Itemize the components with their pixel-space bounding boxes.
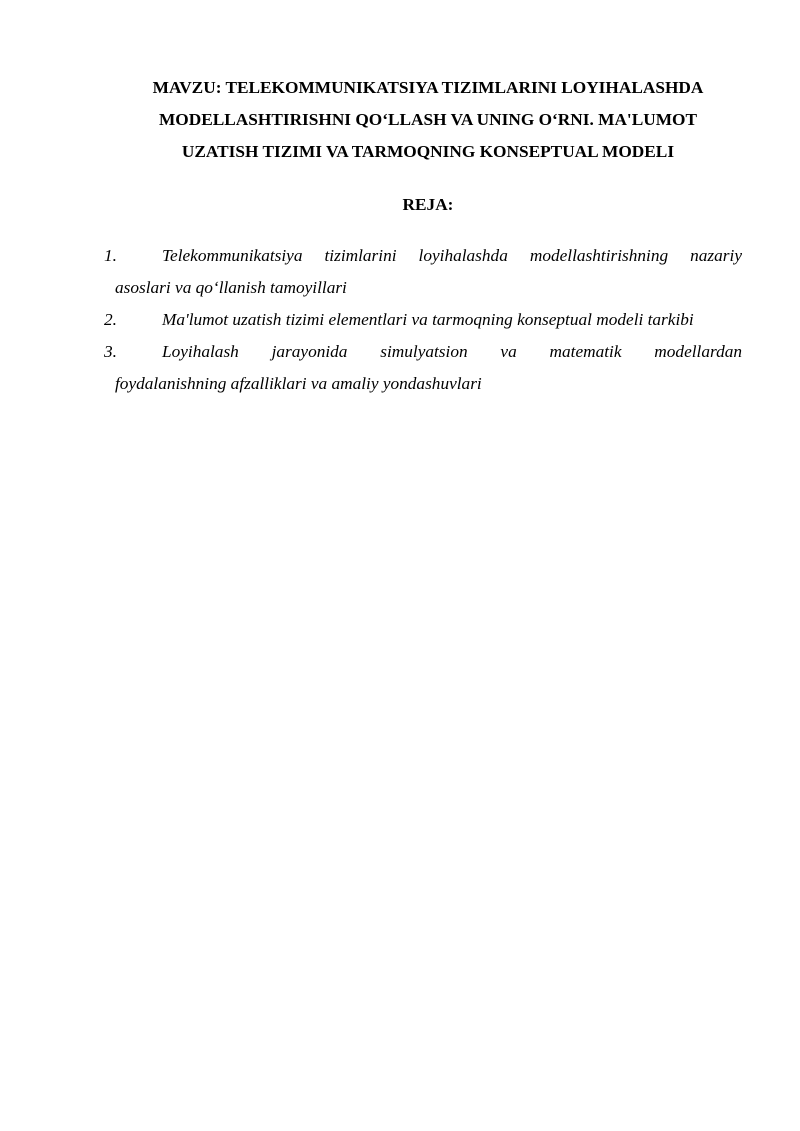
plan-item-number: 3. bbox=[104, 342, 117, 361]
plan-item-text: Loyihalash jarayonida simulyatsion va matematik modellardan bbox=[162, 342, 742, 361]
plan-item-line bbox=[104, 336, 742, 368]
plan-list bbox=[104, 240, 742, 400]
plan-item-text: Ma'lumot uzatish tizimi elementlari va tarmoqning konseptual modeli tarkibi bbox=[162, 310, 694, 329]
plan-item-continuation: asoslari va qo‘llanish tamoyillari bbox=[115, 278, 347, 297]
title-line: UZATISH TIZIMI VA TARMOQNING KONSEPTUAL MODELI bbox=[181, 142, 675, 161]
plan-item-number: 2. bbox=[104, 310, 117, 329]
document-title bbox=[100, 72, 756, 168]
plan-item-number: 1. bbox=[104, 246, 117, 265]
plan-item-line bbox=[104, 304, 742, 336]
plan-item bbox=[104, 336, 742, 400]
plan-item-line bbox=[104, 240, 742, 272]
plan-item bbox=[104, 304, 742, 336]
title-line: MODELLASHTIRISHNI QO‘LLASH VA UNING O‘RNI. MA'LUMOT bbox=[158, 110, 698, 129]
title-line: MAVZU: TELEKOMMUNIKATSIYA TIZIMLARINI LOYIHALASHDA bbox=[152, 78, 704, 97]
plan-item-text: Telekommunikatsiya tizimlarini loyihalashda modellashtirishning nazariy bbox=[162, 246, 742, 265]
plan-item-continuation: foydalanishning afzalliklari va amaliy yondashuvlari bbox=[115, 374, 482, 393]
plan-heading: REJA: bbox=[402, 195, 454, 214]
plan-item bbox=[104, 240, 742, 304]
